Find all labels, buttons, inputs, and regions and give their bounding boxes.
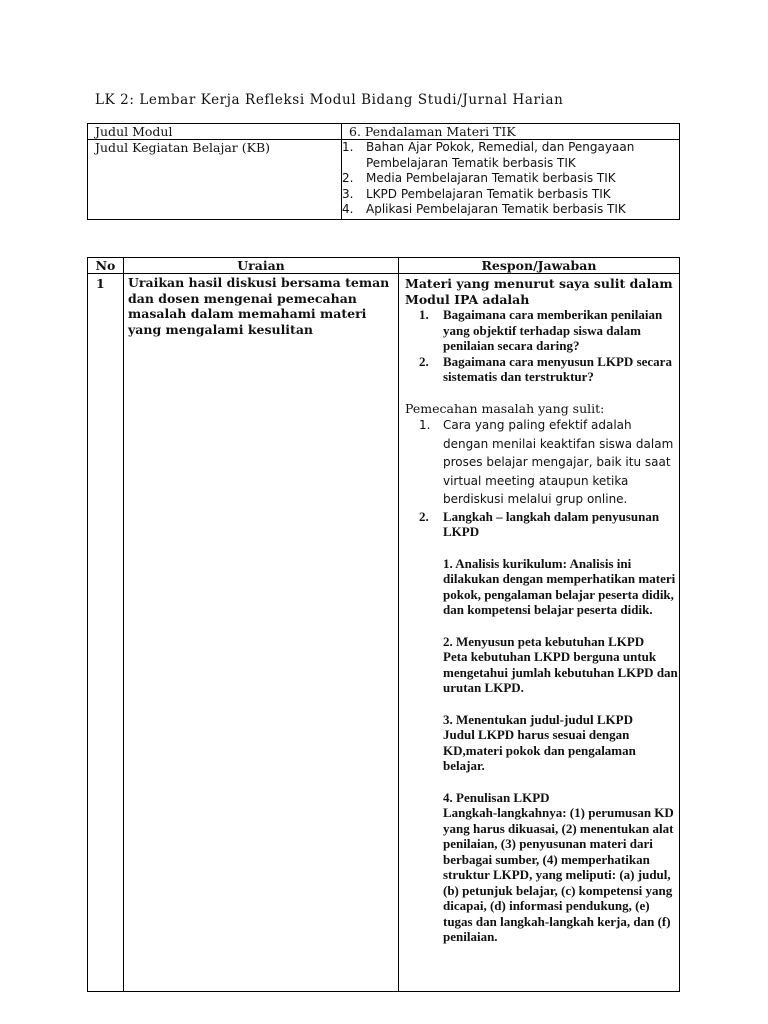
langkah-3-body: Judul LKPD harus sesuai dengan KD,materi pokok dan pengalaman belajar. (443, 727, 636, 773)
list-number: 1. (419, 307, 429, 322)
list-number: 1. (419, 418, 431, 432)
langkah-2-body: Peta kebutuhan LKPD berguna untuk mengetahui jumlah kebutuhan LKPD dan urutan LKPD. (443, 649, 678, 695)
judul-modul-value: 6. Pendalaman Materi TIK (342, 124, 680, 140)
judul-modul-label: Judul Modul (88, 124, 342, 140)
pemecahan-label: Pemecahan masalah yang sulit: (405, 400, 605, 416)
header-no: No (88, 258, 124, 274)
list-text: Cara yang paling efektif adalah dengan menilai keaktifan siswa dalam proses belajar mengajar, baik itu saat virtual meeting ataupun ketika berdiskusi melalui grup online. (443, 418, 674, 506)
list-text: LKPD Pembelajaran Tematik berbasis TIK (366, 186, 611, 201)
list-item (405, 307, 679, 354)
uraian-text: Uraikan hasil diskusi bersama teman dan dosen mengenai pemecahan masalah dalam memahami materi yang mengalami kesulitan (124, 274, 399, 992)
module-info-table (87, 123, 680, 220)
header-respon: Respon/Jawaban (399, 258, 680, 274)
page-title: LK 2: Lembar Kerja Refleksi Modul Bidang Studi/Jurnal Harian (95, 92, 564, 108)
langkah-4-body: Langkah-langkahnya: (1) perumusan KD yang harus dikuasai, (2) menentukan alat penilaian, (3) penyusunan materi dari berbagai sumber, (4) memperhatikan struktur LKPD, yang meliputi: (a) judul, (b) petunjuk belajar, (c) kompetensi yang dicapai, (d) informasi pendukung, (e) tugas dan langkah-langkah kerja, dan (f) penilaian. (443, 805, 674, 944)
materi-intro: Materi yang menurut saya sulit dalam Modul IPA adalah (405, 276, 673, 307)
list-number: 4. (342, 202, 354, 216)
list-text: Bahan Ajar Pokok, Remedial, dan Pengayaan Pembelajaran Tematik berbasis TIK (366, 140, 635, 170)
list-item (342, 171, 679, 187)
list-number: 2. (419, 353, 429, 369)
respon-cell (399, 274, 680, 992)
list-item (405, 416, 679, 509)
list-text: Aplikasi Pembelajaran Tematik berbasis TIK (366, 202, 626, 216)
list-text: Langkah – langkah dalam penyusunan LKPD (443, 508, 660, 539)
langkah-3-head: 3. Menentukan judul-judul LKPD (443, 711, 633, 727)
list-number: 2. (342, 171, 354, 185)
kb-list-cell (342, 140, 680, 220)
kb-list (342, 140, 679, 219)
list-item (405, 354, 679, 385)
list-text: Media Pembelajaran Tematik berbasis TIK (366, 171, 616, 185)
langkah-1-head: 1. Analisis kurikulum: Analisis ini dilakukan dengan memperhatikan materi pokok, pengalaman belajar peserta didik, dan kompetensi belajar peserta didik. (443, 555, 676, 617)
list-number: 3. (342, 186, 354, 201)
header-uraian: Uraian (124, 258, 399, 274)
list-item (405, 509, 679, 945)
list-item (342, 140, 679, 171)
table-row (88, 124, 680, 140)
list-number: 1. (342, 140, 354, 154)
list-item (342, 202, 679, 218)
langkah-4-head: 4. Penulisan LKPD (443, 789, 550, 805)
langkah-2-head: 2. Menyusun peta kebutuhan LKPD (443, 633, 645, 649)
reflection-table (87, 257, 680, 992)
list-text: Bagaimana cara menyusun LKPD secara sistematis dan terstruktur? (443, 353, 672, 384)
list-text: Bagaimana cara memberikan penilaian yang objektif terhadap siswa dalam penilaian secara daring? (443, 307, 663, 353)
list-item (342, 187, 679, 203)
materi-list (405, 307, 679, 385)
row-number: 1 (88, 274, 124, 992)
table-header-row (88, 258, 680, 274)
pemecahan-list (405, 416, 679, 945)
table-row (88, 274, 680, 992)
table-row (88, 140, 680, 220)
kb-label: Judul Kegiatan Belajar (KB) (88, 140, 342, 220)
list-number: 2. (419, 508, 429, 524)
langkah-block (405, 556, 679, 945)
